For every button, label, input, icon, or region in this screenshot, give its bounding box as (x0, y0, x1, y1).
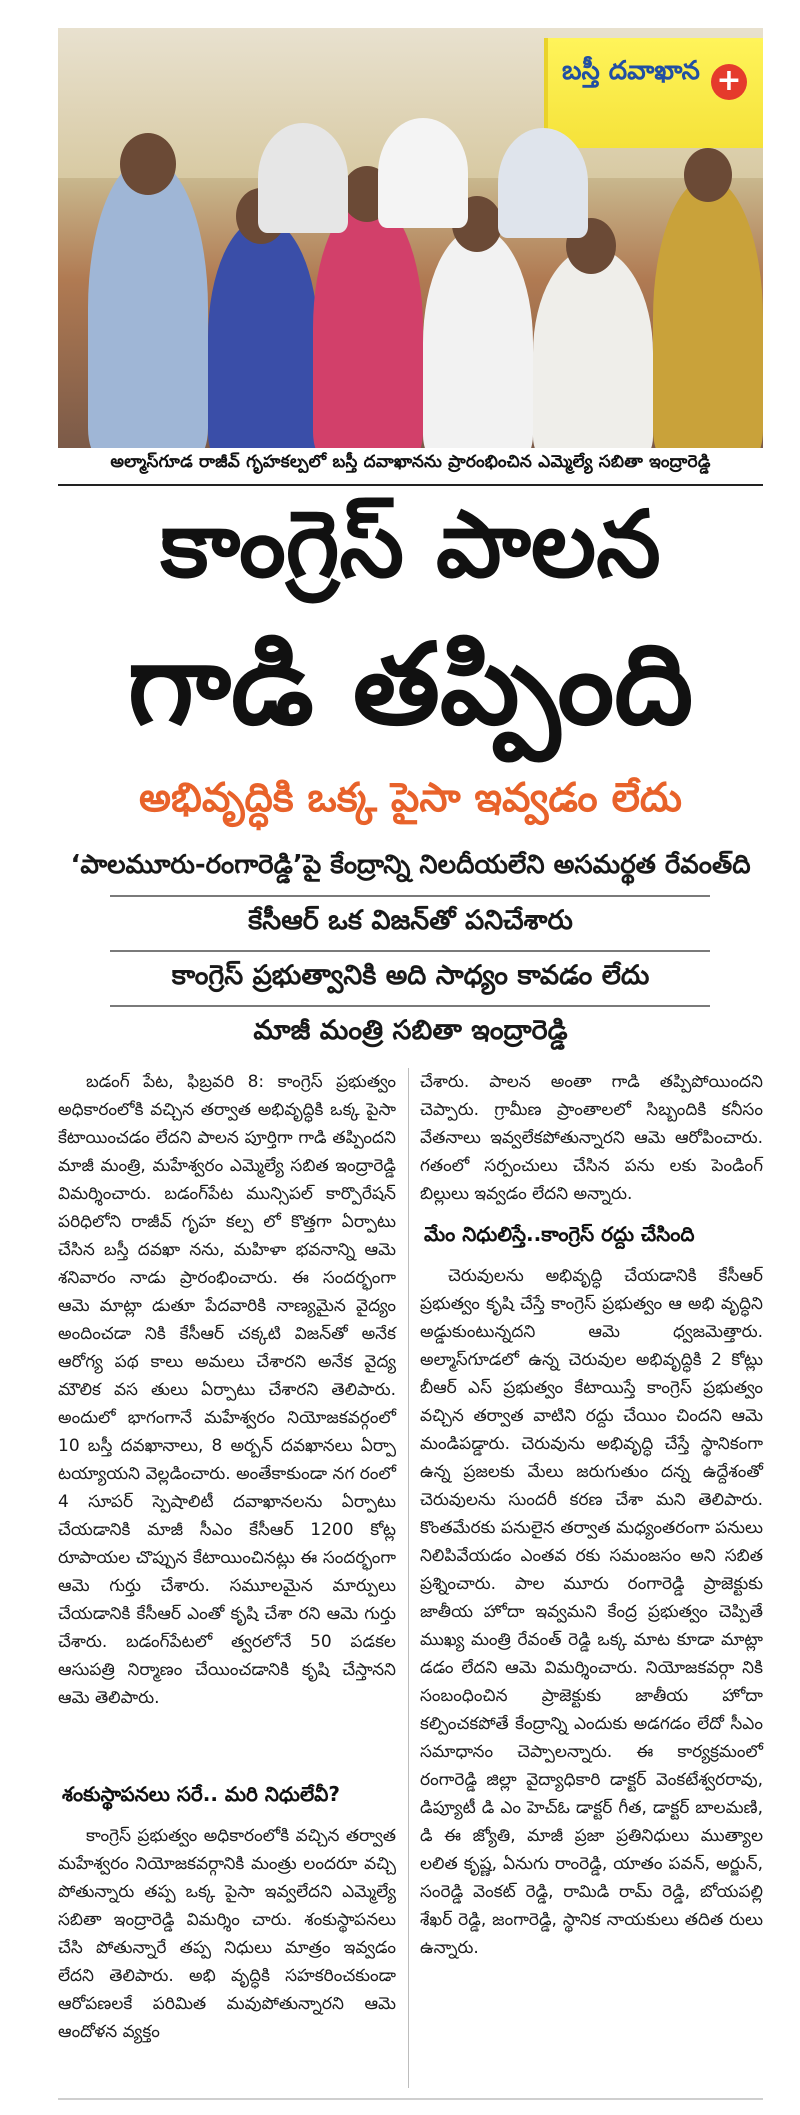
article-paragraph: కాంగ్రెస్ ప్రభుత్వం అధికారంలోకి వచ్చిన తర్వాత మహేశ్వరం నియోజకవర్గానికి మంత్రు లందరూ వచ్చి పోతున్నారు తప్ప ఒక్క పైసా ఇవ్వలేదని ఎమ్మెల్యే సబితా ఇంద్రారెడ్డి విమర్శిం చారు. శంకుస్థాపనలు చేసి పోతున్నారే తప్ప నిధులు మాత్రం ఇవ్వడం లేదని తెలిపారు. అభి వృద్ధికి సహకరించకుండా ఆరోపణలకే పరిమిత మవుపోతున్నారని ఆమె ఆందోళన వ్యక్తం (58, 1826, 396, 2042)
subheadline: అభివృద్ధికి ఒక్క పైసా ఇవ్వడం లేదు (138, 775, 683, 821)
person-silhouette (378, 118, 468, 228)
person-silhouette (533, 248, 653, 448)
headline-line-2: గాడి తప్పింది (127, 620, 694, 750)
person-head (684, 148, 732, 202)
article-paragraph: చేశారు. పాలన అంతా గాడి తప్పిపోయిందని చెప్పారు. గ్రామీణ ప్రాంతాలలో సిబ్బందికి కనీసం వేతనాలు ఇవ్వలేకపోతున్నారని ఆమె ఆరోపించారు. గతంలో సర్పంచులు చేసిన పను లకు పెండింగ్ బిల్లులు ఇవ్వడం లేదని అన్నారు. (420, 1072, 763, 1204)
article-column-right (420, 1068, 763, 1208)
news-photo (58, 28, 763, 448)
person-head (120, 133, 176, 195)
person-silhouette (423, 228, 533, 448)
column-divider (408, 1068, 409, 2088)
article-column-right-2 (420, 1262, 763, 1962)
divider (110, 950, 710, 952)
deck-line: కాంగ్రెస్ ప్రభుత్వానికి అది సాధ్యం కావడం లేదు (171, 960, 650, 991)
person-silhouette (88, 158, 208, 448)
deck-line: కేసీఆర్ ఒక విజన్‌తో పనిచేశారు (248, 905, 573, 936)
person-silhouette (258, 123, 348, 233)
article-paragraph: చెరువులను అభివృద్ధి చేయడానికి కేసీఆర్ ప్రభుత్వం కృషి చేస్తే కాంగ్రెస్ ప్రభుత్వం ఆ అభి వృద్ధిని అడ్డుకుంటున్నదని ఆమె ధ్వజమెత్తారు. అల్మాస్‌గూడలో ఉన్న చెరువుల అభివృద్ధికి 2 కోట్లు బీఆర్ ఎస్ ప్రభుత్వం కేటాయిస్తే కాంగ్రెస్ ప్రభుత్వం వచ్చిన తర్వాత వాటిని రద్దు చేయిం చిందని ఆమె మండిపడ్డారు. చెరువును అభివృద్ధి చేస్తే స్థానికంగా ఉన్న ప్రజలకు మేలు జరుగుతుం దన్న ఉద్దేశంతో చెరువులను సుందరీ కరణ చేశా మని తెలిపారు. కొంతమేరకు పనులైన తర్వాత మధ్యంతరంగా పనులు నిలిపివేయడం ఎంతవ రకు సమంజసం అని సబిత ప్రశ్నించారు. పాల మూరు రంగారెడ్డి ప్రాజెక్టుకు జాతీయ హోదా ఇవ్వమని కేంద్ర ప్రభుత్వం చెప్పితే ముఖ్య మంత్రి రేవంత్ రెడ్డి ఒక్క మాట కూడా మాట్లా డడం లేదని ఆమె విమర్శించారు. నియోజకవర్గా నికి సంబంధించిన ప్రాజెక్టుకు జాతీయ హోదా కల్పించకపోతే కేంద్రాన్ని ఎందుకు అడగడం లేదో సీఎం సమాధానం చెప్పాలన్నారు. ఈ కార్యక్రమంలో రంగారెడ్డి జిల్లా వైద్యాధికారి డాక్టర్ వెంకటేశ్వరరావు, డిప్యూటీ డి ఎం హెచ్ఓ డాక్టర్ గీత, డాక్టర్ బాలమణి, డి ఈ జ్యోతి, మాజీ ప్రజా ప్రతినిధులు ముత్యాల లలిత కృష్ణ, ఏనుగు రాంరెడ్డి, యాతం పవన్, అర్జున్, సంరెడ్డి వెంకట్ రెడ్డి, రామిడి రామ్ రెడ్డి, బోయపల్లి శేఖర్ రెడ్డి, జంగారెడ్డి, స్థానిక నాయకులు తదిత రులు ఉన్నారు. (420, 1266, 763, 1958)
deck-line: మాజీ మంత్రి సబితా ఇంద్రారెడ్డి (253, 1015, 568, 1046)
divider (110, 1005, 710, 1007)
person-silhouette (498, 128, 588, 238)
person-silhouette (208, 218, 318, 448)
article-paragraph: బడంగ్ పేట, ఫిబ్రవరి 8: కాంగ్రెస్ ప్రభుత్వం అధికారంలోకి వచ్చిన తర్వాత అభివృద్ధికి ఒక్క పైసా కేటాయించడం లేదని పాలన పూర్తిగా గాడి తప్పిందని మాజీ మంత్రి, మహేశ్వరం ఎమ్మెల్యే సబిత ఇంద్రారెడ్డి విమర్శించారు. బడంగ్‌పేట మున్సిపల్ కార్పొరేషన్ పరిధిలోని రాజీవ్ గృహ కల్ప లో కొత్తగా ఏర్పాటు చేసిన బస్తీ దవఖా నను, మహిళా భవనాన్ని ఆమె శనివారం నాడు ప్రారంభించారు. ఈ సందర్భంగా ఆమె మాట్లా డుతూ పేదవారికి నాణ్యమైన వైద్యం అందించడా నికి కేసీఆర్ చక్కటి విజన్‌తో అనేక ఆరోగ్య పథ కాలు అమలు చేశారని అనేక వైద్య మౌలిక వస తులు ఏర్పాటు చేశారని తెలిపారు. అందులో భాగంగానే మహేశ్వరం నియోజకవర్గంలో 10 బస్తీ దవఖానాలు, 8 అర్బన్ దవఖానలు ఏర్పా టయ్యాయని వెల్లడించారు. అంతేకాకుండా నగ రంలో 4 సూపర్ స్పెషాలిటీ దవాఖానలను ఏర్పాటు చేయడానికి మాజీ సీఎం కేసీఆర్ 1200 కోట్ల రూపాయల చొప్పున కేటాయించినట్లు ఈ సందర్భంగా ఆమె గుర్తు చేశారు. సమూలమైన మార్పులు చేయడానికి కేసీఆర్ ఎంతో కృషి చేశా రని ఆమె గుర్తు చేశారు. బడంగ్‌పేటలో త్వరలోనే 50 పడకల ఆసుపత్రి నిర్మాణం చేయించడానికి కృషి చేస్తానని ఆమె తెలిపారు. (58, 1072, 396, 1708)
sign-text: బస్తీ దవాఖాన (562, 56, 700, 86)
deck-line: ‘పాలమూరు-రంగారెడ్డి’పై కేంద్రాన్ని నిలదీయలేని అసమర్థత రేవంత్‌ది (70, 850, 751, 880)
section-heading: మేం నిధులిస్తే..కాంగ్రెస్ రద్దు చేసింది (424, 1222, 695, 1246)
article-column-left (58, 1068, 396, 1712)
person-silhouette (313, 198, 423, 448)
basti-dawakhana-sign (544, 38, 763, 148)
divider (110, 895, 710, 897)
medical-cross-icon: + (711, 64, 747, 100)
section-heading: శంకుస్థాపనలు సరే.. మరి నిధులేవీ? (62, 1782, 340, 1806)
headline-line-1: కాంగ్రెస్ పాలన (160, 491, 661, 598)
photo-caption: అల్మాస్‌గూడ రాజీవ్ గృహకల్పలో బస్తీ దవాఖానను ప్రారంభించిన ఎమ్మెల్యే సబితా ఇంద్రారెడ్డి (110, 452, 711, 472)
divider (58, 2098, 763, 2100)
person-silhouette (653, 178, 763, 448)
article-column-left-2 (58, 1822, 396, 2046)
divider (58, 484, 763, 486)
